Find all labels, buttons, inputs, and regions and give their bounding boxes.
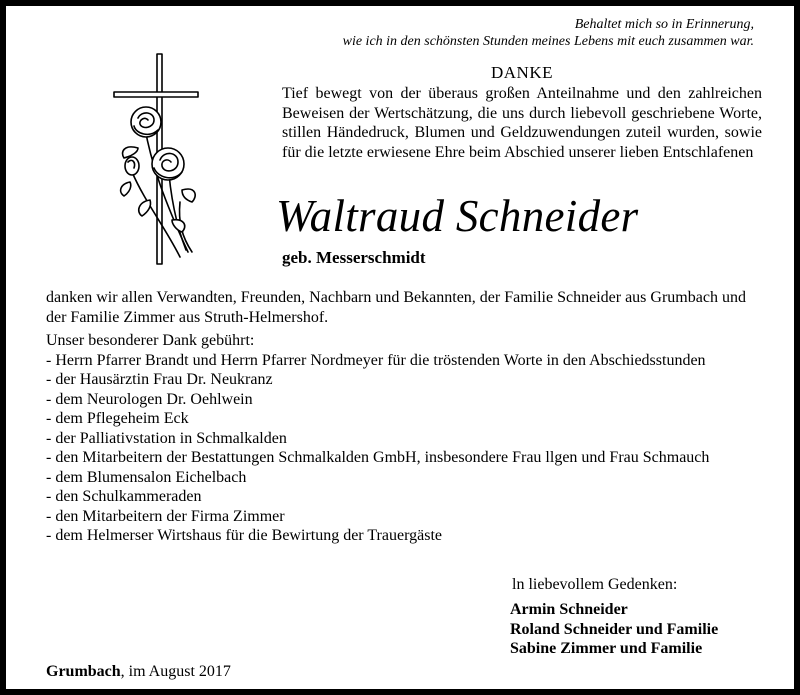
special-thanks-list (46, 351, 766, 546)
list-item: - dem Pflegeheim Eck (46, 410, 189, 427)
thanks-body (46, 288, 766, 546)
list-item: - den Schulkammeraden (46, 488, 202, 505)
motto-line-2: wie ich in den schönsten Stunden meines Lebens mit euch zusammen war. (342, 34, 754, 49)
maiden-name: geb. Messerschmidt (282, 248, 426, 267)
motto-line-1: Behaltet mich so in Erinnerung, (574, 17, 754, 32)
special-thanks-intro: Unser besonderer Dank gebührt: (46, 332, 255, 349)
deceased-name: Waltraud Schneider (276, 191, 639, 241)
signers-list (510, 600, 718, 659)
list-item: - Herrn Pfarrer Brandt und Herrn Pfarrer Nordmeyer für die tröstenden Worte in den Abschiedsstunden (46, 351, 706, 369)
place: Grumbach (46, 663, 121, 680)
list-item: - dem Neurologen Dr. Oehlwein (46, 390, 253, 408)
list-item: - den Mitarbeitern der Bestattungen Schmalkalden GmbH, insbesondere Frau llgen und Frau Schmauch (46, 449, 710, 466)
list-item: - dem Helmerser Wirtshaus für die Bewirtung der Trauergäste (46, 527, 442, 544)
list-item: - der Palliativstation in Schmalkalden (46, 429, 287, 447)
thanks-to-paragraph: danken wir allen Verwandten, Freunden, Nachbarn und Bekannten, der Familie Schneider aus Grumbach und der Familie Zimmer aus Struth-Helmershof. (46, 289, 746, 326)
intro-paragraph: Tief bewegt von der überaus großen Anteilnahme und den zahlreichen Beweisen der Wertschätzung, die uns durch liebevoll geschriebene Worte, stillen Händedruck, Blumen und Geldzuwendungen zuteil wurden, sowie für die letzte erwiesene Ehre beim Abschied unserer lieben Entschlafenen (282, 85, 762, 161)
place-date (46, 662, 231, 682)
list-item: - dem Blumensalon Eichelbach (46, 468, 247, 486)
in-memory-line: ln liebevollem Gedenken: (512, 576, 678, 593)
list-item: - der Hausärztin Frau Dr. Neukranz (46, 371, 273, 388)
list-item: - den Mitarbeitern der Firma Zimmer (46, 507, 285, 525)
date: , im August 2017 (120, 663, 231, 680)
signer: Armin Schneider (510, 601, 628, 618)
signer: Roland Schneider und Familie (510, 620, 719, 638)
cross-with-roses-icon (110, 52, 200, 266)
motto-quote (234, 16, 754, 50)
signer: Sabine Zimmer und Familie (510, 640, 703, 657)
danke-heading: DANKE (491, 63, 553, 82)
